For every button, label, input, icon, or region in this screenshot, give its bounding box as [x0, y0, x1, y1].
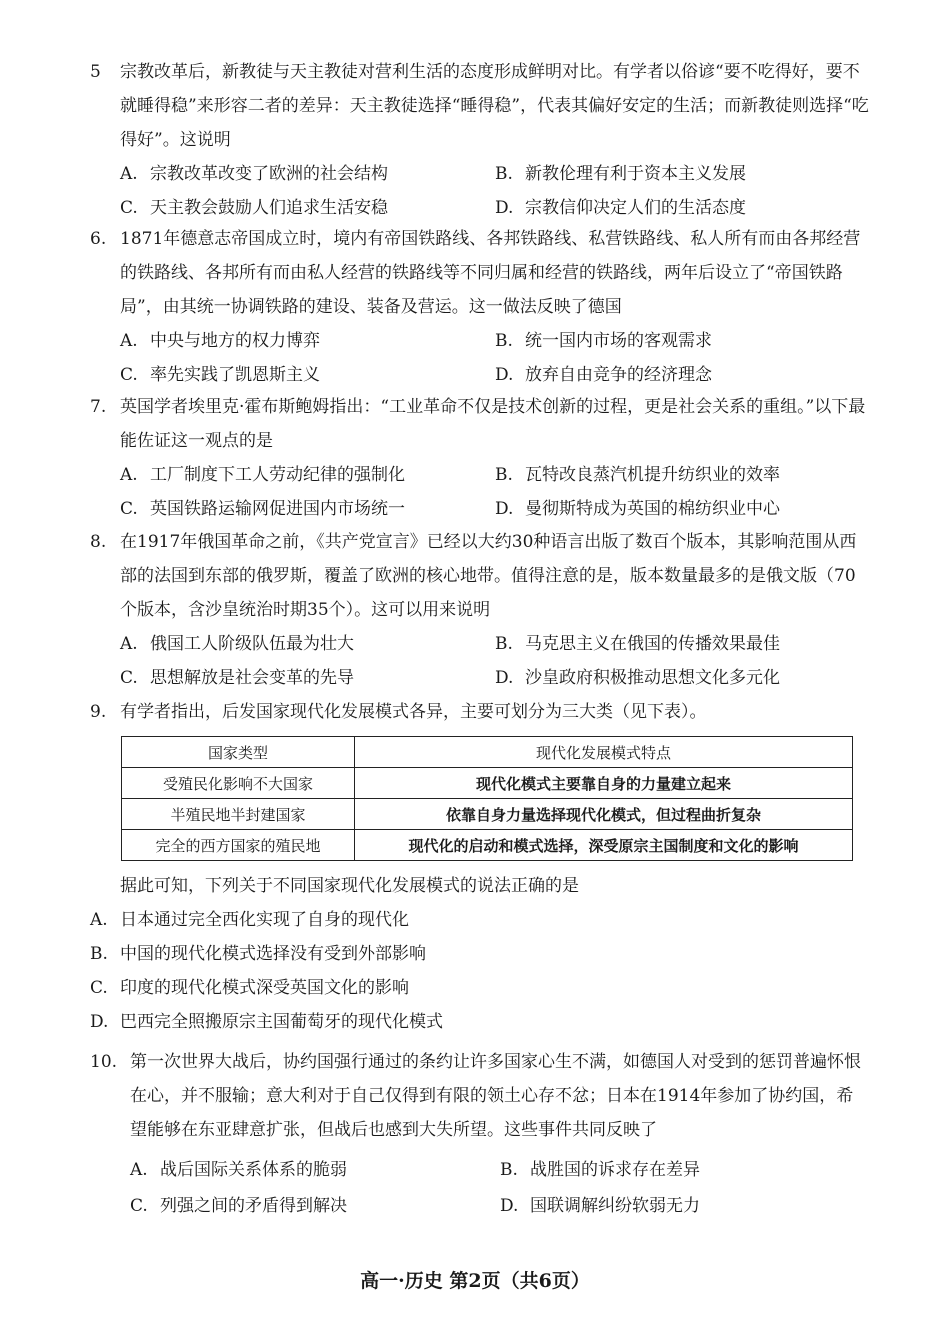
question-stem: 1871年德意志帝国成立时，境内有帝国铁路线、各邦铁路线、私营铁路线、私人所有而由各邦经营的铁路线、各邦所有而由私人经营的铁路线等不同归属和经营的铁路线，两年后设立了“帝国铁路局”，由其统一协调铁路的建设、装备及营运。这一做法反映了德国 [120, 229, 861, 317]
question-10 [90, 1045, 870, 1225]
option-b: B. 新教伦理有利于资本主义发展 [495, 164, 746, 184]
options [130, 1153, 870, 1225]
option-c: C. 率先实践了凯恩斯主义 [120, 365, 320, 385]
question-9-options [90, 869, 870, 1039]
question-6 [90, 222, 870, 392]
option-c: C. 英国铁路运输网促进国内市场统一 [120, 499, 405, 519]
options [120, 157, 870, 225]
page-footer: 高一·历史 第2页（共6页） [360, 1270, 590, 1292]
question-stem: 英国学者埃里克·霍布斯鲍姆指出：“工业革命不仅是技术创新的过程，更是社会关系的重组。”以下最能佐证这一观点的是 [120, 397, 866, 451]
question-number: 10. [90, 1052, 118, 1072]
option-b: B. 统一国内市场的客观需求 [495, 331, 712, 351]
table-cell: 半殖民地半封建国家 [122, 799, 355, 830]
question-stem: 第一次世界大战后，协约国强行通过的条约让许多国家心生不满，如德国人对受到的惩罚普遍怀恨在心，并不服输；意大利对于自己仅得到有限的领土心存不忿；日本在1914年参加了协约国，希望能够在东亚肆意扩张，但战后也感到大失所望。这些事件共同反映了 [130, 1052, 861, 1140]
table-row [122, 830, 853, 861]
option-a: A. 战后国际关系体系的脆弱 [130, 1160, 347, 1180]
table-cell: 完全的西方国家的殖民地 [122, 830, 355, 861]
table-cell: 现代化模式主要靠自身的力量建立起来 [355, 768, 853, 799]
table-header: 国家类型 [122, 737, 355, 768]
option-b: B. 瓦特改良蒸汽机提升纺织业的效率 [495, 465, 780, 485]
option-b: B. 马克思主义在俄国的传播效果最佳 [495, 634, 780, 654]
option-c: C. 印度的现代化模式深受英国文化的影响 [90, 978, 409, 998]
option-d: D. 曼彻斯特成为英国的棉纺织业中心 [495, 499, 780, 519]
table-row [122, 768, 853, 799]
question-stem: 在1917年俄国革命之前，《共产党宣言》已经以大约30种语言出版了数百个版本，其影响范围从西部的法国到东部的俄罗斯，覆盖了欧洲的核心地带。值得注意的是，版本数量最多的是俄文版（70个版本，含沙皇统治时期35个）。这可以用来说明 [120, 532, 857, 620]
question-number: 9. [90, 702, 107, 722]
options [120, 627, 870, 695]
question-stem: 宗教改革后，新教徒与天主教徒对营利生活的态度形成鲜明对比。有学者以俗谚“要不吃得好，要不就睡得稳”来形容二者的差异：天主教徒选择“睡得稳”，代表其偏好安定的生活；而新教徒则选择“吃得好”。这说明 [120, 62, 869, 150]
question-5 [90, 55, 870, 225]
table-cell: 受殖民化影响不大国家 [122, 768, 355, 799]
options [120, 324, 870, 392]
question-number: 6. [90, 229, 107, 249]
question-number: 8. [90, 532, 107, 552]
option-a: A. 俄国工人阶级队伍最为壮大 [120, 634, 354, 654]
question-number: 5 [90, 62, 101, 82]
option-a: A. 宗教改革改变了欧洲的社会结构 [120, 164, 388, 184]
option-d: D. 沙皇政府积极推动思想文化多元化 [495, 668, 780, 688]
option-d: D. 巴西完全照搬原宗主国葡萄牙的现代化模式 [90, 1012, 443, 1032]
options [120, 458, 870, 526]
question-9 [90, 695, 870, 729]
table-cell: 依靠自身力量选择现代化模式，但过程曲折复杂 [355, 799, 853, 830]
option-c: C. 天主教会鼓励人们追求生活安稳 [120, 198, 388, 218]
option-a: A. 中央与地方的权力博弈 [120, 331, 320, 351]
option-d: D. 放弃自由竞争的经济理念 [495, 365, 712, 385]
option-c: C. 列强之间的矛盾得到解决 [130, 1196, 347, 1216]
option-d: D. 宗教信仰决定人们的生活态度 [495, 198, 746, 218]
question-follow-up: 据此可知，下列关于不同国家现代化发展模式的说法正确的是 [120, 876, 579, 896]
option-a: A. 日本通过完全西化实现了自身的现代化 [90, 910, 409, 930]
modernization-table [121, 736, 853, 861]
table-cell: 现代化的启动和模式选择，深受原宗主国制度和文化的影响 [355, 830, 853, 861]
question-number: 7. [90, 397, 107, 417]
options [90, 903, 870, 1039]
table-header-row [122, 737, 853, 768]
option-b: B. 中国的现代化模式选择没有受到外部影响 [90, 944, 426, 964]
question-8 [90, 525, 870, 695]
option-d: D. 国联调解纠纷软弱无力 [500, 1196, 700, 1216]
option-b: B. 战胜国的诉求存在差异 [500, 1160, 700, 1180]
table-row [122, 799, 853, 830]
option-a: A. 工厂制度下工人劳动纪律的强制化 [120, 465, 405, 485]
option-c: C. 思想解放是社会变革的先导 [120, 668, 354, 688]
table-header: 现代化发展模式特点 [355, 737, 853, 768]
question-stem: 有学者指出，后发国家现代化发展模式各异，主要可划分为三大类（见下表）。 [120, 702, 707, 722]
question-7 [90, 390, 870, 526]
